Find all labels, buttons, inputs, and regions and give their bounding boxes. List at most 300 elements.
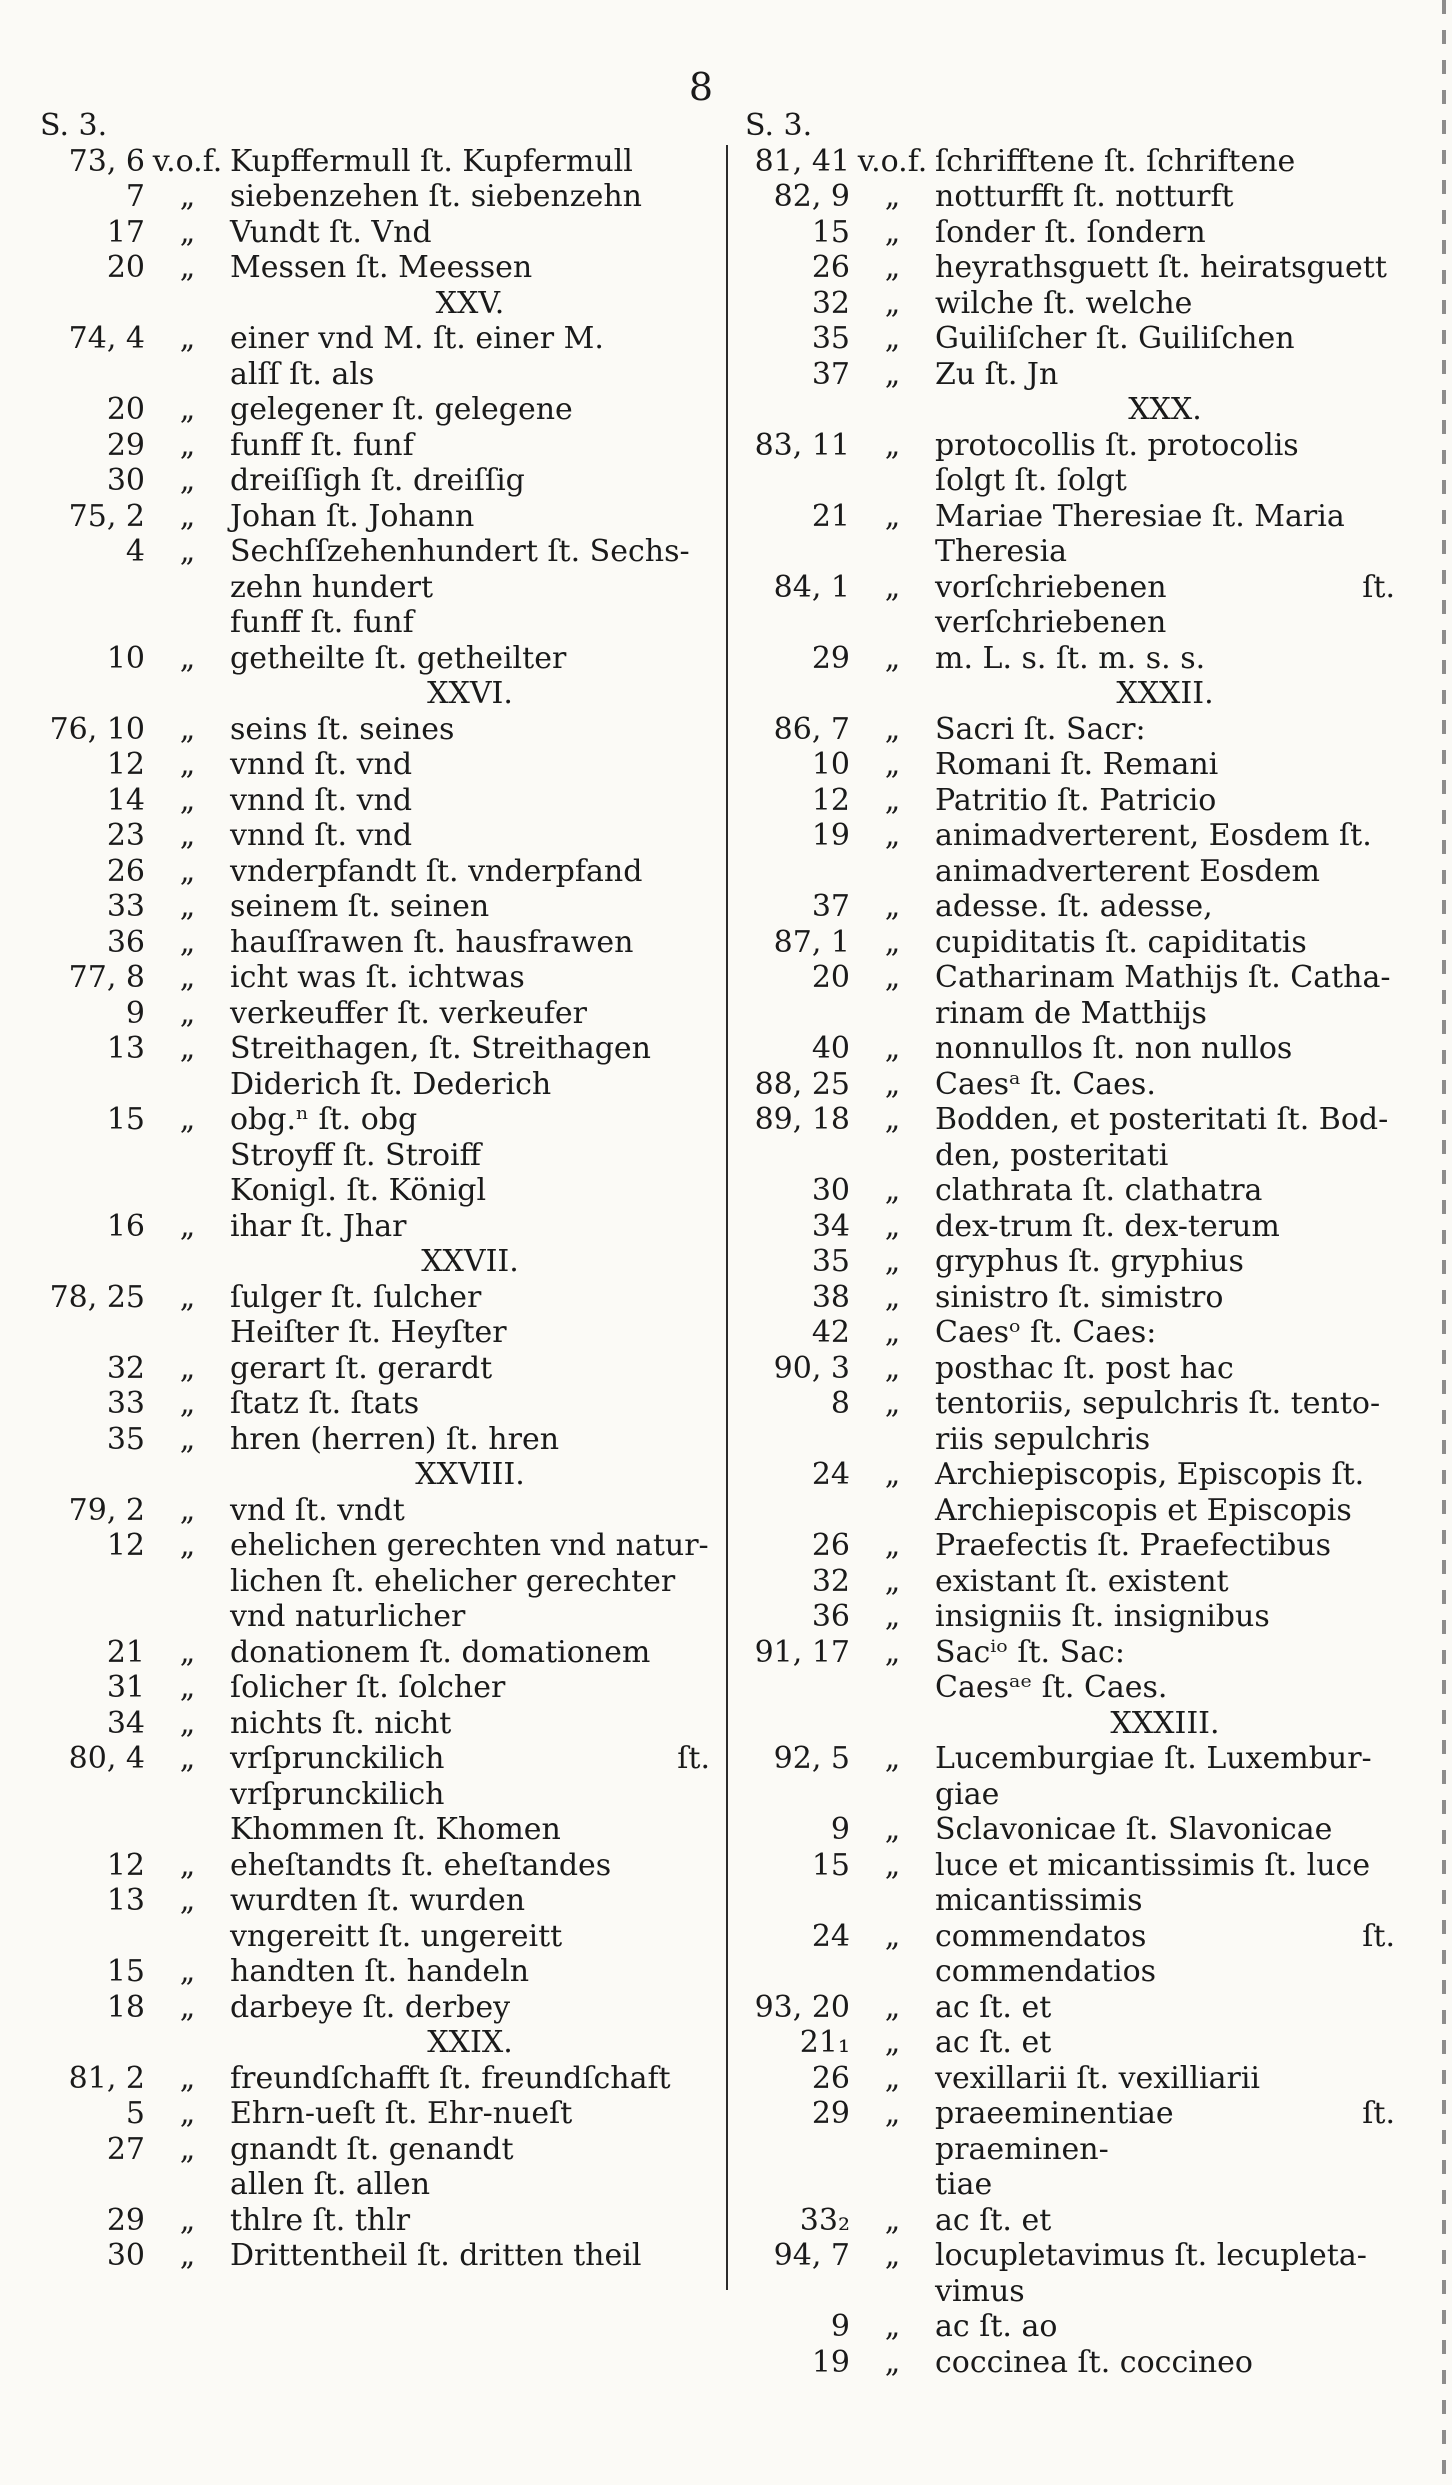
correction-text: vorſchriebenen ſt. verſchriebenen bbox=[935, 569, 1395, 640]
errata-row bbox=[735, 1812, 1395, 1848]
ditto-mark: „ bbox=[179, 1705, 196, 1741]
correction-text: ac ſt. et bbox=[935, 1989, 1052, 2025]
section-heading: XXVIII. bbox=[415, 1457, 525, 1492]
errata-row bbox=[735, 1919, 1395, 1990]
ditto-mark: „ bbox=[884, 285, 901, 321]
errata-row bbox=[735, 2309, 1395, 2345]
errata-continuation bbox=[30, 605, 710, 641]
correction-text: gnandt ſt. genandt bbox=[230, 2131, 514, 2167]
ditto-mark: „ bbox=[884, 2096, 901, 2131]
correction-text: ac ſt. et bbox=[935, 2025, 1052, 2060]
ditto-mark: „ bbox=[884, 1918, 901, 1954]
correction-text: vnd naturlicher bbox=[230, 1599, 466, 1634]
ditto-mark: „ bbox=[884, 2202, 901, 2238]
correction-text: zehn hundert bbox=[230, 569, 434, 605]
ditto-mark: „ bbox=[179, 463, 196, 498]
correction-text: Stroyff ſt. Stroiff bbox=[230, 1137, 481, 1173]
errata-row bbox=[30, 818, 710, 854]
ditto-mark: „ bbox=[884, 1173, 901, 1208]
line-reference: 37 bbox=[811, 356, 850, 392]
correction-text: Heiſter ſt. Heyſter bbox=[230, 1315, 507, 1350]
correction-text: dreiſſigh ſt. dreiſſig bbox=[230, 463, 525, 498]
correction-text: eheſtandts ſt. eheſtandes bbox=[230, 1847, 612, 1883]
ditto-mark: „ bbox=[884, 2238, 901, 2273]
correction-text: adesse. ſt. adesse, bbox=[935, 889, 1213, 924]
ditto-mark: „ bbox=[179, 1883, 196, 1918]
errata-row bbox=[30, 534, 710, 570]
ditto-mark: „ bbox=[884, 818, 901, 853]
correction-text: luce et micantissimis ſt. luce bbox=[935, 1847, 1371, 1883]
correction-text: cupiditatis ſt. capiditatis bbox=[935, 924, 1307, 960]
line-reference: 26 bbox=[811, 250, 850, 285]
errata-row bbox=[30, 1990, 710, 2026]
correction-text: vnnd ſt. vnd bbox=[230, 818, 413, 853]
ditto-mark: „ bbox=[179, 1102, 196, 1137]
correction-text: insigniis ſt. insignibus bbox=[935, 1599, 1270, 1634]
errata-row bbox=[735, 570, 1395, 641]
line-reference: 93, 20 bbox=[754, 1989, 850, 2025]
line-reference: 29 bbox=[811, 2096, 850, 2131]
line-reference: 15 bbox=[106, 1954, 145, 1989]
errata-row bbox=[30, 1386, 710, 1422]
ditto-mark: „ bbox=[179, 747, 196, 782]
errata-continuation bbox=[30, 2167, 710, 2203]
ditto-mark: „ bbox=[179, 924, 196, 960]
ditto-mark: „ bbox=[884, 321, 901, 356]
errata-row bbox=[735, 1635, 1395, 1671]
correction-text: vnnd ſt. vnd bbox=[230, 747, 413, 782]
ditto-mark: „ bbox=[179, 534, 196, 569]
line-reference: 21₁ bbox=[799, 2025, 850, 2060]
line-reference: 87, 1 bbox=[773, 924, 850, 960]
errata-row bbox=[735, 1564, 1395, 1600]
line-reference: 23 bbox=[106, 818, 145, 853]
line-reference: 34 bbox=[106, 1705, 145, 1741]
errata-row bbox=[735, 1315, 1395, 1351]
errata-continuation bbox=[30, 1919, 710, 1955]
line-reference: 21 bbox=[106, 1634, 145, 1670]
correction-text: clathrata ſt. clathatra bbox=[935, 1173, 1263, 1208]
correction-text: commendatos ſt. commendatios bbox=[935, 1918, 1395, 1989]
correction-text: Caesᵃᵉ ſt. Caes. bbox=[935, 1670, 1168, 1705]
line-reference: 12 bbox=[811, 782, 850, 818]
line-reference: 31 bbox=[106, 1670, 145, 1705]
errata-row bbox=[735, 144, 1395, 180]
correction-text: Praefectis ſt. Praefectibus bbox=[935, 1528, 1332, 1563]
correction-text: ſolgt ſt. ſolgt bbox=[935, 463, 1127, 498]
errata-row bbox=[30, 854, 710, 890]
errata-continuation bbox=[30, 1138, 710, 1174]
line-reference: 33 bbox=[106, 1386, 145, 1421]
correction-text: wurdten ſt. wurden bbox=[230, 1883, 526, 1918]
ditto-mark: „ bbox=[179, 1954, 196, 1989]
ditto-mark: „ bbox=[884, 356, 901, 392]
errata-row bbox=[735, 818, 1395, 854]
ditto-mark: „ bbox=[884, 1847, 901, 1883]
correction-text: Zu ſt. Jn bbox=[935, 356, 1059, 392]
errata-list bbox=[735, 144, 1395, 2381]
correction-text: animadverterent, Eosdem ſt. bbox=[935, 818, 1372, 853]
errata-row bbox=[30, 747, 710, 783]
errata-row bbox=[735, 499, 1395, 535]
errata-continuation bbox=[30, 357, 710, 393]
ditto-mark: „ bbox=[179, 1741, 196, 1776]
errata-continuation bbox=[735, 2167, 1395, 2203]
line-reference: 15 bbox=[811, 1847, 850, 1883]
line-reference: 29 bbox=[811, 640, 850, 676]
correction-text: Caesᵒ ſt. Caes: bbox=[935, 1315, 1157, 1350]
errata-row bbox=[30, 2096, 710, 2132]
correction-text: vngereitt ſt. ungereitt bbox=[230, 1918, 563, 1954]
correction-text: Sacri ſt. Sacr: bbox=[935, 711, 1146, 747]
ditto-mark: „ bbox=[179, 1989, 196, 2025]
errata-row bbox=[735, 2203, 1395, 2239]
line-reference: 32 bbox=[106, 1350, 145, 1386]
errata-row bbox=[30, 1528, 710, 1564]
correction-text: seins ſt. seines bbox=[230, 711, 455, 747]
page-number: 8 bbox=[688, 65, 714, 109]
line-reference: 32 bbox=[811, 285, 850, 321]
line-reference: 90, 3 bbox=[773, 1350, 850, 1386]
line-reference: 74, 4 bbox=[68, 321, 145, 356]
line-reference: 26 bbox=[811, 1528, 850, 1563]
ditto-mark: „ bbox=[179, 1421, 196, 1457]
line-reference: 15 bbox=[811, 214, 850, 250]
correction-text: ac ſt. et bbox=[935, 2202, 1052, 2238]
ditto-mark: „ bbox=[884, 1386, 901, 1421]
errata-continuation bbox=[735, 1670, 1395, 1706]
errata-row bbox=[735, 1067, 1395, 1103]
ditto-mark: „ bbox=[884, 1634, 901, 1670]
ditto-mark: „ bbox=[884, 214, 901, 250]
errata-row bbox=[735, 1386, 1395, 1422]
line-reference: 82, 9 bbox=[773, 179, 850, 214]
ditto-mark: „ bbox=[884, 1102, 901, 1137]
ditto-mark: „ bbox=[884, 427, 901, 463]
line-reference: 9 bbox=[125, 995, 145, 1031]
correction-text: Ehrn-ueſt ſt. Ehr-nueſt bbox=[230, 2096, 573, 2131]
ditto-mark: „ bbox=[884, 960, 901, 995]
ditto-mark: „ bbox=[179, 818, 196, 853]
ditto-mark: „ bbox=[884, 1528, 901, 1563]
line-reference: 33₂ bbox=[799, 2202, 850, 2238]
correction-text: Drittentheil ſt. dritten theil bbox=[230, 2238, 642, 2273]
correction-text: Guiliſcher ſt. Guiliſchen bbox=[935, 321, 1295, 356]
errata-continuation bbox=[735, 1883, 1395, 1919]
correction-text: nonnullos ſt. non nullos bbox=[935, 1031, 1293, 1066]
correction-text: ſonder ſt. ſondern bbox=[935, 214, 1206, 250]
correction-text: lichen ſt. ehelicher gerechter bbox=[230, 1563, 676, 1599]
errata-row bbox=[30, 1848, 710, 1884]
errata-row bbox=[735, 1528, 1395, 1564]
correction-text: alſſ ſt. als bbox=[230, 356, 375, 392]
ditto-mark: „ bbox=[179, 498, 196, 534]
correction-text: dex-trum ſt. dex-terum bbox=[935, 1208, 1280, 1244]
ditto-mark: „ bbox=[884, 498, 901, 534]
correction-text: riis sepulchris bbox=[935, 1421, 1151, 1457]
line-reference: 79, 2 bbox=[68, 1492, 145, 1528]
line-reference: 14 bbox=[106, 782, 145, 818]
page-edge-marks bbox=[1442, 0, 1446, 2485]
line-reference: 12 bbox=[106, 1847, 145, 1883]
errata-row bbox=[30, 1706, 710, 1742]
line-reference: 18 bbox=[106, 1989, 145, 2025]
correction-text: vimus bbox=[935, 2273, 1025, 2309]
line-reference: 92, 5 bbox=[773, 1741, 850, 1776]
correction-text: Sechſſzehenhundert ſt. Sechs- bbox=[230, 534, 690, 569]
errata-row bbox=[30, 1741, 710, 1812]
line-reference: 27 bbox=[106, 2131, 145, 2167]
correction-text: Johan ſt. Johann bbox=[230, 498, 475, 534]
ditto-mark: „ bbox=[884, 640, 901, 676]
errata-row bbox=[30, 1635, 710, 1671]
ditto-mark: „ bbox=[884, 1812, 901, 1847]
correction-text: protocollis ſt. protocolis bbox=[935, 427, 1299, 463]
errata-continuation bbox=[735, 1138, 1395, 1174]
errata-row bbox=[30, 783, 710, 819]
section-heading: XXXII. bbox=[1116, 676, 1214, 711]
line-reference: 34 bbox=[811, 1208, 850, 1244]
errata-row bbox=[735, 428, 1395, 464]
errata-row bbox=[735, 357, 1395, 393]
errata-row bbox=[30, 144, 710, 180]
line-reference: 21 bbox=[811, 498, 850, 534]
errata-continuation bbox=[735, 463, 1395, 499]
correction-text: vnd ſt. vndt bbox=[230, 1492, 405, 1528]
errata-continuation bbox=[30, 1067, 710, 1103]
line-reference: 30 bbox=[106, 2238, 145, 2273]
ditto-mark: „ bbox=[179, 1847, 196, 1883]
line-reference: 81, 41 bbox=[754, 143, 850, 179]
errata-row bbox=[30, 321, 710, 357]
correction-text: Theresia bbox=[935, 534, 1068, 569]
ditto-mark: „ bbox=[179, 2202, 196, 2238]
correction-text: micantissimis bbox=[935, 1883, 1143, 1918]
errata-row bbox=[735, 889, 1395, 925]
errata-row bbox=[735, 1351, 1395, 1387]
line-reference: 26 bbox=[811, 2060, 850, 2096]
line-reference: 32 bbox=[811, 1563, 850, 1599]
line-reference: 30 bbox=[811, 1173, 850, 1208]
correction-text: nichts ſt. nicht bbox=[230, 1705, 452, 1741]
line-reference: 13 bbox=[106, 1031, 145, 1066]
ditto-mark: „ bbox=[179, 2238, 196, 2273]
ditto-mark: „ bbox=[884, 1350, 901, 1386]
ditto-mark: „ bbox=[884, 2344, 901, 2380]
correction-text: hauſſrawen ſt. hausfrawen bbox=[230, 924, 634, 960]
correction-text: verkeuffer ſt. verkeufer bbox=[230, 995, 587, 1031]
errata-continuation bbox=[30, 570, 710, 606]
correction-text: gerart ſt. gerardt bbox=[230, 1350, 493, 1386]
errata-row bbox=[30, 1209, 710, 1245]
line-reference: 26 bbox=[106, 853, 145, 889]
correction-text: heyrathsguett ſt. heiratsguett bbox=[935, 250, 1387, 285]
left-column bbox=[30, 108, 710, 2274]
correction-text: getheilte ſt. getheilter bbox=[230, 640, 567, 676]
ditto-mark: „ bbox=[884, 1031, 901, 1066]
correction-text: allen ſt. allen bbox=[230, 2167, 431, 2202]
ditto-mark: „ bbox=[884, 1599, 901, 1634]
ditto-mark: v.o.f. bbox=[857, 143, 928, 179]
correction-text: gelegener ſt. gelegene bbox=[230, 392, 573, 427]
correction-text: rinam de Matthijs bbox=[935, 995, 1207, 1031]
errata-row bbox=[735, 1173, 1395, 1209]
column-divider bbox=[726, 145, 728, 2290]
ditto-mark: „ bbox=[179, 1528, 196, 1563]
errata-row bbox=[30, 392, 710, 428]
correction-text: wilche ſt. welche bbox=[935, 285, 1193, 321]
line-reference: 35 bbox=[106, 1421, 145, 1457]
line-reference: 33 bbox=[106, 889, 145, 924]
ditto-mark: „ bbox=[179, 1279, 196, 1315]
errata-row bbox=[735, 2345, 1395, 2381]
line-reference: 78, 25 bbox=[49, 1279, 145, 1315]
ditto-mark: „ bbox=[179, 1031, 196, 1066]
line-reference: 20 bbox=[106, 250, 145, 285]
ditto-mark: „ bbox=[179, 782, 196, 818]
errata-row bbox=[30, 889, 710, 925]
correction-text: Romani ſt. Remani bbox=[935, 747, 1219, 782]
correction-text: ſchrifftene ſt. ſchriftene bbox=[935, 143, 1296, 179]
correction-text: vnnd ſt. vnd bbox=[230, 782, 413, 818]
correction-text: einer vnd M. ſt. einer M. bbox=[230, 321, 604, 356]
errata-continuation bbox=[735, 1422, 1395, 1458]
errata-row bbox=[735, 1990, 1395, 2026]
errata-continuation bbox=[735, 1493, 1395, 1529]
ditto-mark: „ bbox=[179, 640, 196, 676]
section-heading: XXXIII. bbox=[1110, 1705, 1220, 1741]
line-reference: 42 bbox=[811, 1315, 850, 1350]
errata-row bbox=[735, 1244, 1395, 1280]
errata-row bbox=[735, 712, 1395, 748]
correction-text: funff ſt. funf bbox=[230, 427, 414, 463]
errata-row bbox=[30, 1351, 710, 1387]
errata-continuation bbox=[30, 1564, 710, 1600]
line-reference: 9 bbox=[830, 1812, 850, 1847]
errata-row bbox=[30, 1280, 710, 1316]
correction-text: Bodden, et posteritati ſt. Bod- bbox=[935, 1102, 1389, 1137]
ditto-mark: „ bbox=[884, 924, 901, 960]
errata-row bbox=[735, 1741, 1395, 1777]
line-reference: 20 bbox=[106, 392, 145, 427]
correction-text: vexillarii ſt. vexilliarii bbox=[935, 2060, 1261, 2096]
line-reference: 91, 17 bbox=[754, 1634, 850, 1670]
correction-text: Catharinam Mathijs ſt. Catha- bbox=[935, 960, 1391, 995]
ditto-mark: „ bbox=[884, 1208, 901, 1244]
errata-row bbox=[735, 925, 1395, 961]
correction-text: ihar ſt. Jhar bbox=[230, 1208, 407, 1244]
correction-text: posthac ſt. post hac bbox=[935, 1350, 1234, 1386]
errata-continuation bbox=[30, 1599, 710, 1635]
right-column bbox=[735, 108, 1395, 2380]
errata-row bbox=[735, 321, 1395, 357]
correction-text: funff ſt. funf bbox=[230, 605, 414, 640]
errata-row bbox=[30, 179, 710, 215]
line-reference: 16 bbox=[106, 1208, 145, 1244]
line-reference: 80, 4 bbox=[68, 1741, 145, 1776]
ditto-mark: „ bbox=[884, 1741, 901, 1776]
line-reference: 19 bbox=[811, 818, 850, 853]
ditto-mark: v.o.f. bbox=[152, 143, 223, 179]
line-reference: 30 bbox=[106, 463, 145, 498]
correction-text: giae bbox=[935, 1776, 1000, 1812]
ditto-mark: „ bbox=[179, 250, 196, 285]
ditto-mark: „ bbox=[179, 2096, 196, 2131]
errata-continuation bbox=[735, 854, 1395, 890]
correction-text: tiae bbox=[935, 2167, 993, 2202]
ditto-mark: „ bbox=[179, 1670, 196, 1705]
errata-row bbox=[735, 250, 1395, 286]
ditto-mark: „ bbox=[179, 995, 196, 1031]
errata-row bbox=[30, 428, 710, 464]
errata-row bbox=[735, 1280, 1395, 1316]
line-reference: 37 bbox=[811, 889, 850, 924]
ditto-mark: „ bbox=[884, 1244, 901, 1279]
errata-continuation bbox=[30, 1173, 710, 1209]
errata-continuation bbox=[735, 2274, 1395, 2310]
ditto-mark: „ bbox=[179, 392, 196, 427]
ditto-mark: „ bbox=[179, 427, 196, 463]
errata-row bbox=[735, 2096, 1395, 2167]
ditto-mark: „ bbox=[884, 2309, 901, 2344]
line-reference: 36 bbox=[106, 924, 145, 960]
errata-row bbox=[735, 1102, 1395, 1138]
line-reference: 24 bbox=[811, 1457, 850, 1492]
errata-row bbox=[735, 179, 1395, 215]
correction-text: animadverterent Eosdem bbox=[935, 853, 1320, 889]
errata-row bbox=[30, 1493, 710, 1529]
errata-row bbox=[30, 925, 710, 961]
correction-text: Sacⁱᵒ ſt. Sac: bbox=[935, 1634, 1125, 1670]
errata-row bbox=[30, 2238, 710, 2274]
correction-text: existant ſt. existent bbox=[935, 1563, 1229, 1599]
line-reference: 81, 2 bbox=[68, 2060, 145, 2096]
errata-row bbox=[30, 1102, 710, 1138]
ditto-mark: „ bbox=[884, 1315, 901, 1350]
errata-row bbox=[735, 747, 1395, 783]
correction-text: Lucemburgiae ſt. Luxembur- bbox=[935, 1741, 1372, 1776]
correction-text: donationem ſt. domationem bbox=[230, 1634, 651, 1670]
errata-row bbox=[735, 1457, 1395, 1493]
errata-row bbox=[735, 641, 1395, 677]
errata-row bbox=[30, 1883, 710, 1919]
column-header: S. 3. bbox=[40, 108, 108, 143]
line-reference: 12 bbox=[106, 747, 145, 782]
line-reference: 89, 18 bbox=[754, 1102, 850, 1137]
section-heading: XXVII. bbox=[421, 1244, 519, 1279]
ditto-mark: „ bbox=[179, 1492, 196, 1528]
section-heading: XXIX. bbox=[427, 2025, 513, 2060]
line-reference: 20 bbox=[811, 960, 850, 995]
line-reference: 4 bbox=[125, 534, 145, 569]
line-reference: 15 bbox=[106, 1102, 145, 1137]
ditto-mark: „ bbox=[179, 179, 196, 214]
correction-text: thlre ſt. thlr bbox=[230, 2202, 411, 2238]
correction-text: Vundt ſt. Vnd bbox=[230, 214, 432, 250]
correction-text: Kupffermull ſt. Kupfermull bbox=[230, 143, 633, 179]
line-reference: 75, 2 bbox=[68, 498, 145, 534]
line-reference: 10 bbox=[106, 640, 145, 676]
errata-list bbox=[30, 144, 710, 2274]
line-reference: 29 bbox=[106, 427, 145, 463]
ditto-mark: „ bbox=[179, 2060, 196, 2096]
correction-text: notturfft ſt. notturft bbox=[935, 179, 1234, 214]
errata-row bbox=[30, 960, 710, 996]
line-reference: 83, 11 bbox=[754, 427, 850, 463]
correction-text: darbeye ſt. derbey bbox=[230, 1989, 511, 2025]
correction-text: Messen ſt. Meessen bbox=[230, 250, 533, 285]
ditto-mark: „ bbox=[179, 321, 196, 356]
